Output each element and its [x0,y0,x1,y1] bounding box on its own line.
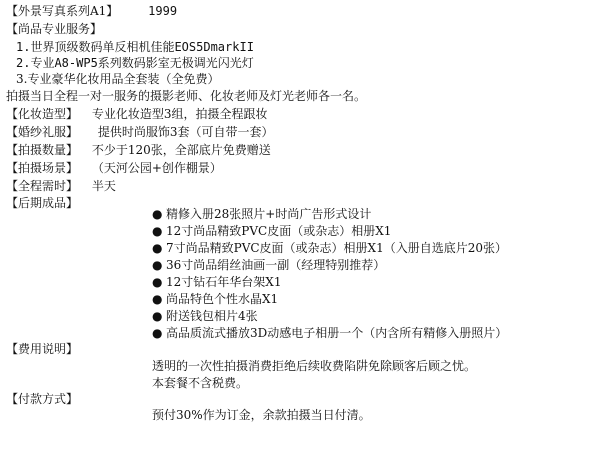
detail-label-makeup: 【化妆造型】 [6,107,79,121]
bullet-icon: ● [152,275,163,289]
service-item-3: 3.专业豪华化妆用品全套装（全免费） [16,72,220,86]
service-item-1: 1.世界顶级数码单反相机佳能EOS5DmarkII [16,40,254,54]
package-title: 【外景写真系列A1】 [6,4,119,18]
services-note: 拍摄当日全程一对一服务的摄影老师、化妆老师及灯光老师各一名。 [6,89,367,103]
product-item [152,308,258,324]
product-item [152,257,385,273]
product-item [152,223,391,239]
product-item [152,206,371,222]
bullet-icon: ● [152,224,163,238]
product-item [152,291,278,307]
detail-row-gown [6,124,273,140]
detail-value-makeup: 专业化妆造型3组，拍摄全程跟妆 [91,107,268,121]
services-heading: 【尚品专业服务】 [6,22,103,36]
product-text: 36寸尚品绢丝油画一副（经理特别推荐） [166,258,386,272]
service-item-2: 2.专业A8-WP5系列数码影室无极调光闪光灯 [16,56,254,70]
payment-text: 预付30%作为订金，余款拍摄当日付清。 [152,408,371,422]
bullet-icon: ● [152,292,163,306]
product-text: 精修入册28张照片+时尚广告形式设计 [166,207,372,221]
bullet-icon: ● [152,241,163,255]
product-text: 7寸尚品精致PVC皮面（或杂志）相册X1（入册自选底片20张） [166,241,508,255]
detail-value-quantity: 不少于120张，全部底片免费赠送 [91,143,271,157]
payment-heading: 【付款方式】 [6,392,79,406]
bullet-icon: ● [152,258,163,272]
products-heading: 【后期成品】 [6,196,79,210]
package-title-row [6,3,177,19]
detail-row-quantity [6,142,271,158]
product-text: 12寸钻石年华台架X1 [166,275,282,289]
detail-value-gown: 提供时尚服饰3套（可自带一套） [97,125,274,139]
product-text: 附送钱包相片4张 [166,309,258,323]
product-item [152,240,507,256]
product-text: 尚品特色个性水晶X1 [166,292,279,306]
detail-label-duration: 【全程需时】 [6,179,79,193]
fees-line-2: 本套餐不含税费。 [152,376,249,390]
detail-value-duration: 半天 [91,179,116,193]
detail-row-scene [6,160,222,176]
bullet-icon: ● [152,309,163,323]
detail-label-scene: 【拍摄场景】 [6,161,79,175]
product-text: 12寸尚品精致PVC皮面（或杂志）相册X1 [166,224,392,238]
product-item [152,325,507,341]
fees-line-1: 透明的一次性拍摄消费拒绝后续收费陷阱免除顾客后顾之忧。 [152,359,477,373]
detail-row-makeup [6,106,267,122]
detail-row-duration [6,178,116,194]
detail-label-gown: 【婚纱礼服】 [6,125,79,139]
product-item [152,274,281,290]
fees-heading: 【费用说明】 [6,342,79,356]
product-text: 高品质流式播放3D动感电子相册一个（内含所有精修入册照片） [166,326,508,340]
bullet-icon: ● [152,207,163,221]
package-price: 1999 [148,4,178,18]
detail-value-scene: （天河公园+创作棚景） [91,161,222,175]
bullet-icon: ● [152,326,163,340]
detail-label-quantity: 【拍摄数量】 [6,143,79,157]
